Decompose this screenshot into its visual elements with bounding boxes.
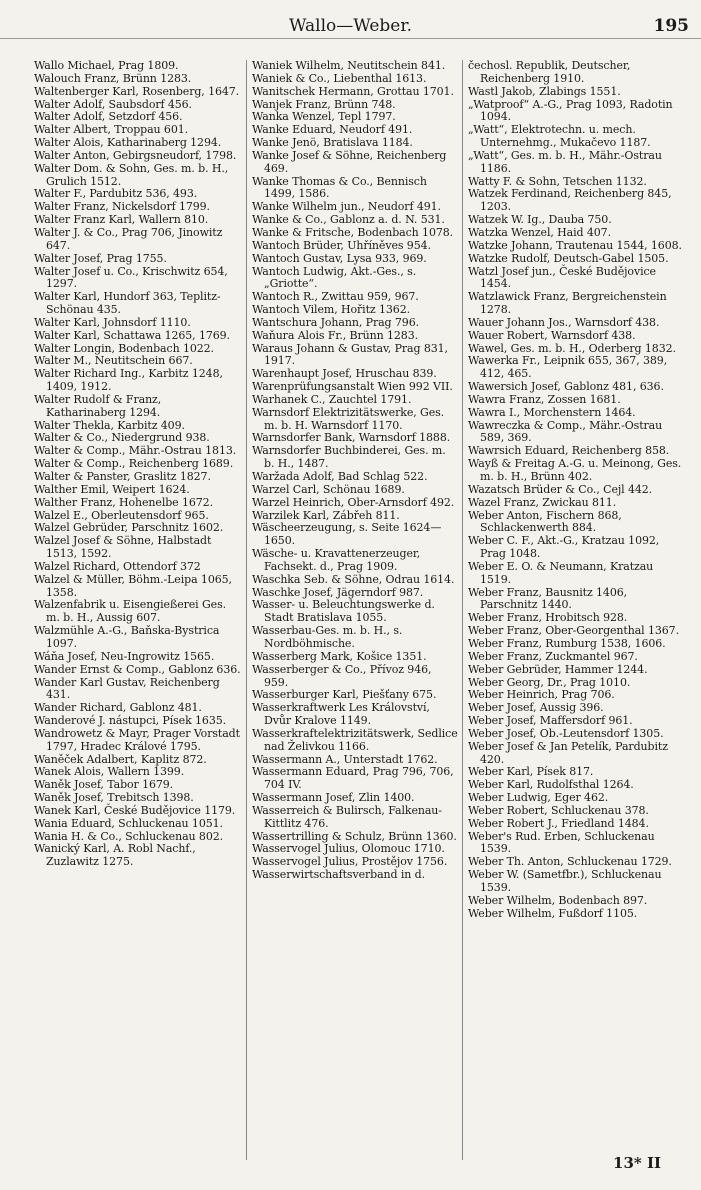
directory-entry: Wawerka Fr., Leipnik 655, 367, 389, 412, 465. bbox=[468, 354, 668, 381]
directory-entry: Wasserkraftelektrizitätswerk, Sedlice nad Želivkou 1166. bbox=[252, 726, 458, 753]
directory-entry: Wawel, Ges. m. b. H., Oderberg 1832. bbox=[468, 341, 676, 355]
directory-entry: Walter Alois, Katharinaberg 1294. bbox=[34, 136, 222, 150]
directory-entry: Walzel E., Oberleutensdorf 965. bbox=[34, 508, 209, 522]
directory-entry: Watzka Wenzel, Haid 407. bbox=[468, 225, 611, 239]
directory-entry: Wasserwirtschaftsverband in d. bbox=[252, 868, 426, 882]
directory-entry: Wallo Michael, Prag 1809. bbox=[34, 60, 179, 72]
directory-entry: Weber Franz, Hrobitsch 928. bbox=[468, 611, 628, 625]
column-3 bbox=[468, 60, 684, 1160]
directory-entry: Weber Wilhelm, Bodenbach 897. bbox=[468, 893, 648, 907]
directory-entry: Weber Franz, Bausnitz 1406, Parschnitz 1440. bbox=[468, 585, 628, 612]
directory-entry: Walter F., Pardubitz 536, 493. bbox=[34, 187, 198, 201]
directory-entry: Wawrsich Eduard, Reichenberg 858. bbox=[468, 444, 670, 458]
printer-signature: 13* II bbox=[613, 1154, 661, 1172]
directory-entry: Weber W. (Sametfbr.), Schluckenau 1539. bbox=[468, 868, 662, 894]
directory-entry: Walter Longin, Bodenbach 1022. bbox=[34, 341, 214, 355]
directory-entry: Watty F. & Sohn, Tetschen 1132. bbox=[468, 174, 647, 188]
directory-entry: Waniek & Co., Liebenthal 1613. bbox=[252, 71, 427, 85]
directory-entry: Waniek Wilhelm, Neutitschein 841. bbox=[252, 60, 446, 72]
directory-entry: Wäscheerzeugung, s. Seite 1624—1650. bbox=[252, 521, 442, 548]
directory-entry: Weber Robert, Schluckenau 378. bbox=[468, 803, 649, 817]
directory-entry: Walter Franz, Nickelsdorf 1799. bbox=[34, 200, 210, 214]
directory-entry: Walter & Comp., Reichenberg 1689. bbox=[34, 457, 234, 471]
directory-entry: Walzel Gebrüder, Parschnitz 1602. bbox=[34, 521, 224, 535]
directory-entry: Weber Anton, Fischern 868, Schlackenwerth 884. bbox=[468, 508, 622, 535]
directory-entry: Weber Franz, Ober-Georgenthal 1367. bbox=[468, 624, 679, 638]
directory-entry: Wanke Josef & Söhne, Reichenberg 469. bbox=[252, 148, 447, 175]
directory-entry: Wanderové J. nástupci, Písek 1635. bbox=[34, 714, 227, 728]
directory-entry: Walter J. & Co., Prag 706, Jinowitz 647. bbox=[34, 225, 223, 252]
directory-entry: Walter & Co., Niedergrund 938. bbox=[34, 431, 210, 445]
directory-entry: Walter Karl, Hundorf 363, Teplitz-Schönau 435. bbox=[34, 290, 221, 317]
column-1 bbox=[34, 60, 242, 1160]
directory-columns bbox=[34, 60, 684, 1160]
directory-entry: Walter M., Neutitschein 667. bbox=[34, 354, 193, 368]
directory-entry: Wanke Wilhelm jun., Neudorf 491. bbox=[252, 200, 441, 214]
page-title: Wallo—Weber. bbox=[289, 16, 412, 36]
directory-entry: Wassermann A., Unterstadt 1762. bbox=[252, 752, 438, 766]
directory-entry: Wasserberger & Co., Přívoz 946, 959. bbox=[252, 662, 432, 689]
directory-entry: Weber Heinrich, Prag 706. bbox=[468, 688, 615, 702]
directory-entry: Waržada Adolf, Bad Schlag 522. bbox=[252, 470, 428, 483]
directory-entry: Wawersich Josef, Gablonz 481, 636. bbox=[468, 380, 664, 394]
directory-entry: Wauer Robert, Warnsdorf 438. bbox=[468, 328, 636, 342]
directory-entry: Weber Georg, Dr., Prag 1010. bbox=[468, 675, 631, 689]
directory-entry: Wasserburger Karl, Piešťany 675. bbox=[252, 688, 437, 702]
directory-entry: Warzel Carl, Schönau 1689. bbox=[252, 482, 405, 496]
directory-entry: Wasservogel Julius, Olomouc 1710. bbox=[252, 842, 445, 856]
directory-entry: Walter & Comp., Mähr.-Ostrau 1813. bbox=[34, 444, 237, 458]
directory-entry: Walzel Richard, Ottendorf 372 bbox=[34, 559, 201, 573]
directory-entry: Watzke Rudolf, Deutsch-Gabel 1505. bbox=[468, 251, 669, 265]
directory-entry: Weber Ludwig, Eger 462. bbox=[468, 791, 609, 805]
directory-entry: Wander Karl Gustav, Reichenberg 431. bbox=[34, 675, 220, 702]
directory-entry: Wanický Karl, A. Robl Nachf., Zuzlawitz 1275. bbox=[34, 842, 196, 869]
directory-entry: Wasserkraftwerk Les Království, Dvůr Kralove 1149. bbox=[252, 701, 430, 728]
directory-entry: Weber Franz, Rumburg 1538, 1606. bbox=[468, 636, 666, 650]
directory-entry: Walter Franz Karl, Wallern 810. bbox=[34, 213, 209, 227]
directory-entry: Wanitschek Hermann, Grottau 1701. bbox=[252, 84, 454, 98]
directory-entry: Watzl Josef jun., České Budějovice 1454. bbox=[468, 264, 656, 291]
directory-entry: Weber Th. Anton, Schluckenau 1729. bbox=[468, 855, 672, 869]
directory-entry: Warhanek C., Zauchtel 1791. bbox=[252, 392, 412, 406]
directory-entry: Warzilek Karl, Zábřeh 811. bbox=[252, 508, 400, 522]
directory-entry: Warnsdorfer Bank, Warnsdorf 1888. bbox=[252, 431, 451, 445]
directory-entry: Wander Richard, Gablonz 481. bbox=[34, 701, 202, 715]
directory-entry: Wassermann Eduard, Prag 796, 706, 704 IV. bbox=[252, 765, 454, 792]
directory-entry: Weber Wilhelm, Fußdorf 1105. bbox=[468, 906, 638, 920]
directory-entry: Wawreczka & Comp., Mähr.-Ostrau 589, 369. bbox=[468, 418, 663, 445]
directory-entry: Waltenberger Karl, Rosenberg, 1647. bbox=[34, 84, 240, 98]
directory-entry: Warnsdorfer Buchbinderei, Ges. m. b. H., 1487. bbox=[252, 444, 446, 471]
page-number: 195 bbox=[653, 16, 689, 36]
page-header bbox=[0, 14, 701, 39]
directory-entry: Weber Robert J., Friedland 1484. bbox=[468, 816, 649, 830]
directory-entry: Walzenfabrik u. Eisengießerei Ges. m. b. H., Aussig 607. bbox=[34, 598, 227, 625]
directory-entry: Waňura Alois Fr., Brünn 1283. bbox=[252, 328, 418, 342]
directory-entry: Walter Rudolf & Franz, Katharinaberg 1294. bbox=[34, 392, 162, 419]
directory-entry: Weber C. F., Akt.-G., Kratzau 1092, Prag 1048. bbox=[468, 534, 660, 561]
directory-entry: Walzel Josef & Söhne, Halbstadt 1513, 1592. bbox=[34, 534, 212, 561]
directory-entry: Wantschura Johann, Prag 796. bbox=[252, 315, 419, 329]
directory-entry: Walther Franz, Hohenelbe 1672. bbox=[34, 495, 213, 509]
directory-entry: Weber Karl, Rudolfsthal 1264. bbox=[468, 778, 634, 792]
directory-entry: Wanke Thomas & Co., Bennisch 1499, 1586. bbox=[252, 174, 427, 201]
directory-entry: Wastl Jakob, Zlabings 1551. bbox=[468, 84, 621, 98]
directory-entry: Wania Eduard, Schluckenau 1051. bbox=[34, 816, 223, 830]
directory-entry: Warenhaupt Josef, Hruschau 839. bbox=[252, 367, 437, 381]
directory-entry: Weber E. O. & Neumann, Kratzau 1519. bbox=[468, 559, 654, 586]
directory-entry: Waněk Josef, Tabor 1679. bbox=[34, 778, 174, 792]
directory-entry: čechosl. Republik, Deutscher, Reichenberg 1910. bbox=[468, 60, 631, 85]
directory-entry: Wanke & Fritsche, Bodenbach 1078. bbox=[252, 225, 454, 239]
directory-entry: „Watt“, Elektrotechn. u. mech. Unternehmg., Mukačevo 1187. bbox=[468, 123, 651, 150]
directory-entry: Wanka Wenzel, Tepl 1797. bbox=[252, 110, 396, 124]
directory-entry: Wanek Alois, Wallern 1399. bbox=[34, 765, 185, 779]
directory-entry: Wassertrilling & Schulz, Brünn 1360. bbox=[252, 829, 457, 843]
directory-entry: Wazel Franz, Zwickau 811. bbox=[468, 495, 617, 509]
directory-entry: Wasserberg Mark, Košice 1351. bbox=[252, 649, 427, 663]
directory-entry: Watzlawick Franz, Bergreichenstein 1278. bbox=[468, 290, 667, 317]
directory-entry: Walter Dom. & Sohn, Ges. m. b. H., Grulich 1512. bbox=[34, 161, 229, 188]
directory-entry: Wasserreich & Bulirsch, Falkenau-Kittlitz 476. bbox=[252, 803, 442, 830]
directory-entry: Wanke Eduard, Neudorf 491. bbox=[252, 123, 413, 137]
directory-entry: Wania H. & Co., Schluckenau 802. bbox=[34, 829, 224, 843]
directory-entry: Wantoch Vilem, Hořitz 1362. bbox=[252, 303, 410, 317]
directory-entry: Wäsche- u. Kravattenerzeuger, Fachsekt. d., Prag 1909. bbox=[252, 547, 421, 573]
directory-entry: Walter Karl, Johnsdorf 1110. bbox=[34, 315, 191, 329]
directory-entry: Wantoch Gustav, Lysa 933, 969. bbox=[252, 251, 427, 265]
directory-entry: Wanjek Franz, Brünn 748. bbox=[252, 97, 396, 111]
directory-entry: Wanek Karl, České Budějovice 1179. bbox=[34, 803, 236, 817]
directory-entry: Walther Emil, Weipert 1624. bbox=[34, 482, 190, 496]
directory-entry: Wantoch Brüder, Uhříněves 954. bbox=[252, 238, 431, 252]
directory-entry: Wanke & Co., Gablonz a. d. N. 531. bbox=[252, 213, 445, 227]
directory-entry: Waschke Josef, Jägerndorf 987. bbox=[252, 585, 424, 599]
directory-entry: Wáňa Josef, Neu-Ingrowitz 1565. bbox=[34, 649, 215, 663]
directory-entry: Wasser- u. Beleuchtungswerke d. Stadt Bratislava 1055. bbox=[252, 598, 435, 625]
directory-entry: Walter Albert, Troppau 601. bbox=[34, 123, 189, 137]
directory-entry: Waschka Seb. & Söhne, Odrau 1614. bbox=[252, 572, 455, 586]
directory-entry: Walter Josef u. Co., Krischwitz 654, 1297. bbox=[34, 264, 228, 291]
directory-entry: Wawra Franz, Zossen 1681. bbox=[468, 392, 621, 406]
directory-entry: Wassermann Josef, Zlin 1400. bbox=[252, 791, 415, 805]
directory-entry: Weber's Rud. Erben, Schluckenau 1539. bbox=[468, 829, 655, 856]
directory-entry: Wandrowetz & Mayr, Prager Vorstadt 1797, Hradec Králové 1795. bbox=[34, 726, 240, 753]
directory-entry: Walter Thekla, Karbitz 409. bbox=[34, 418, 185, 432]
directory-entry: „Watproof“ A.-G., Prag 1093, Radotin 1094. bbox=[468, 97, 673, 124]
directory-entry: Warnsdorf Elektrizitätswerke, Ges. m. b. H. Warnsdorf 1170. bbox=[252, 405, 445, 432]
directory-entry: Warzel Heinrich, Ober-Arnsdorf 492. bbox=[252, 495, 455, 509]
directory-entry: Waněk Josef, Trebitsch 1398. bbox=[34, 791, 194, 805]
directory-entry: Weber Gebrüder, Hammer 1244. bbox=[468, 662, 648, 676]
directory-entry: Walzmühle A.-G., Baňska-Bystrica 1097. bbox=[34, 624, 220, 650]
directory-entry: Weber Josef & Jan Petelík, Pardubitz 420. bbox=[468, 739, 668, 766]
directory-entry: „Watt“, Ges. m. b. H., Mähr.-Ostrau 1186. bbox=[468, 148, 662, 175]
directory-entry: Warenprüfungsanstalt Wien 992 VII. bbox=[252, 380, 453, 394]
directory-entry: Walter Josef, Prag 1755. bbox=[34, 251, 167, 265]
directory-entry: Walzel & Müller, Böhm.-Leipa 1065, 1358. bbox=[34, 572, 232, 599]
directory-entry: Walter Adolf, Saubsdorf 456. bbox=[34, 97, 192, 111]
directory-entry: Weber Josef, Maffersdorf 961. bbox=[468, 714, 633, 728]
directory-entry: Wanke Jenö, Bratislava 1184. bbox=[252, 136, 413, 150]
directory-entry: Walter Richard Ing., Karbitz 1248, 1409, 1912. bbox=[34, 367, 223, 394]
directory-entry: Weber Karl, Písek 817. bbox=[468, 765, 594, 779]
directory-entry: Walter & Panster, Graslitz 1827. bbox=[34, 470, 211, 483]
directory-entry: Wantoch R., Zwittau 959, 967. bbox=[252, 290, 419, 304]
directory-entry: Wander Ernst & Comp., Gablonz 636. bbox=[34, 662, 241, 676]
directory-entry: Watzek W. Ig., Dauba 750. bbox=[468, 213, 612, 227]
directory-entry: Wawra I., Morchenstern 1464. bbox=[468, 405, 636, 419]
directory-entry: Weber Josef, Aussig 396. bbox=[468, 701, 604, 715]
directory-entry: Wazatsch Brüder & Co., Cejl 442. bbox=[468, 482, 653, 496]
directory-entry: Weber Josef, Ob.-Leutensdorf 1305. bbox=[468, 726, 664, 740]
directory-entry: Wauer Johann Jos., Warnsdorf 438. bbox=[468, 315, 660, 329]
column-2 bbox=[252, 60, 458, 1160]
directory-entry: Wantoch Ludwig, Akt.-Ges., s. „Griotte“. bbox=[252, 264, 417, 291]
directory-entry: Walter Karl, Schattawa 1265, 1769. bbox=[34, 328, 230, 342]
directory-entry: Walouch Franz, Brünn 1283. bbox=[34, 71, 192, 85]
directory-entry: Watzek Ferdinand, Reichenberg 845, 1203. bbox=[468, 187, 672, 214]
directory-entry: Wasserbau-Ges. m. b. H., s. Nordböhmische. bbox=[252, 624, 403, 650]
directory-entry: Wayß & Freitag A.-G. u. Meinong, Ges. m. b. H., Brünn 402. bbox=[468, 457, 682, 483]
directory-entry: Waraus Johann & Gustav, Prag 831, 1917. bbox=[252, 341, 448, 368]
directory-entry: Wasservogel Julius, Prostějov 1756. bbox=[252, 855, 448, 869]
directory-entry: Weber Franz, Zuckmantel 967. bbox=[468, 649, 638, 663]
directory-entry: Walter Anton, Gebirgsneudorf, 1798. bbox=[34, 148, 237, 162]
directory-entry: Waněček Adalbert, Kaplitz 872. bbox=[34, 752, 207, 766]
directory-entry: Walter Adolf, Setzdorf 456. bbox=[34, 110, 183, 124]
directory-entry: Watzke Johann, Trautenau 1544, 1608. bbox=[468, 238, 682, 252]
